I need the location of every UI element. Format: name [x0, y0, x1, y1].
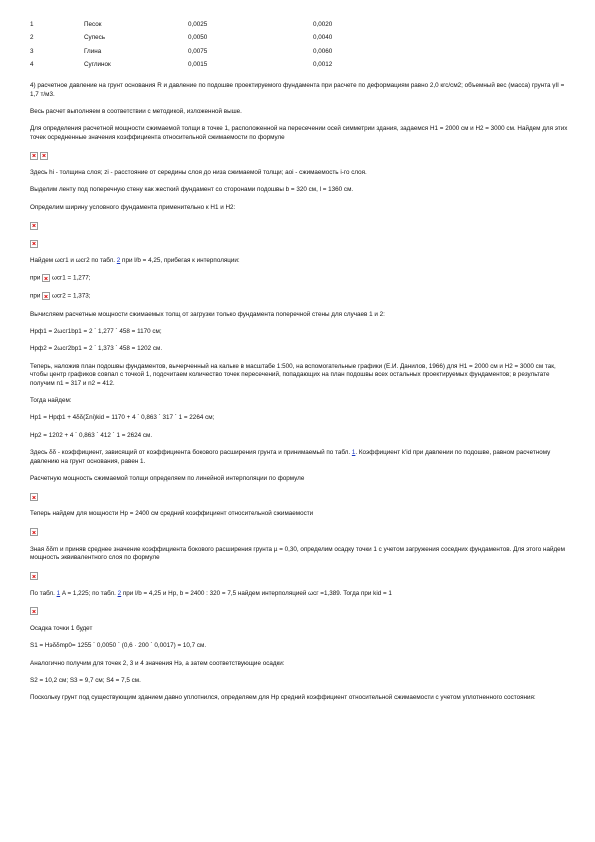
table-row: [30, 45, 373, 59]
paragraph: Hр1 = Hрф1 + 4δδ(Σni)kid = 1170 + 4 ´ 0,863 ´ 317 ´ 1 = 2264 см;: [30, 414, 215, 422]
table-cell: 3: [30, 47, 34, 55]
formula-image-row: [30, 528, 570, 537]
paragraph: Hр2 = 1202 + 4 ´ 0,863 ´ 412 ´ 1 = 2624 см.: [30, 431, 153, 439]
paragraph: Аналогично получим для точек 2, 3 и 4 значения Hэ, а затем соответствующие осадки:: [30, 659, 285, 667]
table-row: [30, 59, 373, 73]
broken-image-icon: [42, 274, 50, 282]
text-run: A = 1,225; по табл.: [60, 589, 118, 597]
paragraph: Поскольку грунт под существующим зданием давно уплотнился, определяем для Hр средний коэффициент относительной сжимаемости с учетом уплотненного состояния:: [30, 694, 536, 702]
table-cell: Песок: [84, 20, 102, 28]
table-row: [30, 18, 373, 32]
broken-image-icon: [30, 528, 38, 536]
table-cell: 0,0040: [313, 34, 333, 41]
text-run: ωсг1 = 1,277;: [51, 275, 91, 283]
table-cell: 1: [30, 20, 34, 28]
text-run: По табл.: [30, 589, 57, 597]
table-cell: Глина: [84, 47, 102, 55]
table-row: [30, 32, 373, 46]
paragraph: [30, 292, 570, 301]
paragraph: [30, 274, 570, 283]
paragraph: Расчетную мощность сжимаемой толщи определяем по линейной интерполяции по формуле: [30, 475, 305, 483]
text-run: Здесь δδ - коэффициент, зависящий от коэффициента бокового расширения грунта и принимаемый по табл.: [30, 449, 352, 457]
text-run: при: [30, 275, 41, 283]
table-2-link[interactable]: 2: [117, 589, 122, 597]
text-run: при l/b = 4,25 и Hр, b = 2400 : 320 = 7,5 найдем интерполяцией ωсг =1,389. Тогда при kid = 1: [121, 589, 392, 597]
table-cell: 0,0020: [313, 20, 333, 28]
text-run: при: [30, 293, 41, 301]
table-cell: Суглинок: [84, 61, 111, 68]
text-run: Найдем ωсг1 и ωсг2 по табл.: [30, 257, 117, 265]
paragraph: Теперь, наложив план подошвы фундаментов, вычерченный на кальке в масштабе 1:500, на вспомогательные графики (Е.И. Данилов, 1966) для H1 = 2000 см и H2 = 3000 см так, чтобы центр графиков совпал с точкой 1, подсчитаем количество точек пересечений, попадающих на план подошвы всех остальных проектируемых фундаментов; в результате получим n1 = 317 и n2 = 412.: [30, 362, 556, 387]
document-body: [30, 82, 570, 712]
paragraph: Здесь hi - толщина слоя; zi - расстояние от середины слоя до низа сжимаемой толщи; aoi - сжимаемость i-го слоя.: [30, 169, 367, 177]
formula-image-row: [30, 151, 570, 160]
formula-image-row: [30, 239, 570, 248]
paragraph: Тогда найдем:: [30, 397, 72, 405]
table-cell: 0,0050: [188, 34, 208, 41]
broken-image-icon: [30, 240, 38, 248]
table-cell: 0,0015: [188, 61, 208, 68]
table-cell: 0,0060: [313, 47, 333, 55]
broken-image-icon: [40, 152, 48, 160]
paragraph: [30, 449, 570, 466]
formula-image-row: [30, 493, 570, 502]
paragraph: Весь расчет выполняем в соответствии с методикой, изложенной выше.: [30, 107, 242, 115]
broken-image-icon: [30, 572, 38, 580]
paragraph: Вычисляем расчетные мощности сжимаемых толщ от загрузки только фундамента поперечной стены для случаев 1 и 2:: [30, 310, 385, 318]
table-cell: Супесь: [84, 34, 106, 41]
table-cell: 0,0025: [188, 20, 208, 28]
formula-image-row: [30, 572, 570, 581]
text-run: ωсг2 = 1,373;: [51, 293, 91, 301]
paragraph: [30, 257, 570, 266]
paragraph: Теперь найдем для мощности Hр = 2400 см средний коэффициент относительной сжимаемости: [30, 510, 314, 518]
paragraph: 4) расчетное давление на грунт основания R и давление по подошве проектируемого фундамента при расчете по деформациям равно 2,0 кгс/см2; объемный вес (масса) грунта γII = 1,7 т/м3.: [30, 82, 565, 98]
text-run: . Коэффициент k'id при давлении по подошве, равном расчетному давлению на грунт основания, равен 1.: [30, 449, 551, 465]
paragraph: [30, 590, 570, 599]
text-run: при l/b = 4,25, прибегая к интерполяции:: [120, 257, 240, 265]
formula-image-row: [30, 221, 570, 230]
table-cell: 0,0012: [313, 61, 333, 68]
paragraph: Осадка точки 1 будет: [30, 624, 93, 632]
table-cell: 4: [30, 61, 34, 68]
paragraph: Определим ширину условного фундамента применительно к H1 и H2:: [30, 203, 236, 211]
paragraph: Hрф2 = 2ωсг2bp1 = 2 ´ 1,373 ´ 458 = 1202 см.: [30, 345, 163, 353]
table-2-link[interactable]: 2: [116, 257, 121, 265]
table-1-link[interactable]: 1: [351, 449, 356, 457]
broken-image-icon: [30, 607, 38, 615]
soil-table: [30, 18, 373, 72]
broken-image-icon: [30, 152, 38, 160]
broken-image-icon: [30, 493, 38, 501]
formula-image-row: [30, 607, 570, 616]
table-cell: 2: [30, 34, 34, 41]
paragraph: S1 = Hэδδmp0= 1255 ´ 0,0050 ´ (0,6 · 200 ´ 0,0017) = 10,7 см.: [30, 642, 207, 650]
table-1-link[interactable]: 1: [56, 589, 61, 597]
table-cell: 0,0075: [188, 47, 208, 55]
broken-image-icon: [30, 222, 38, 230]
paragraph: Выделим ленту под поперечную стену как жесткий фундамент со сторонами подошвы b = 320 см, l = 1360 см.: [30, 186, 354, 194]
paragraph: Зная δδm и приняв среднее значение коэффициента бокового расширения грунта µ = 0,30, определим осадку точки 1 с учетом загружения соседних фундаментов. Для этого найдем мощность эквивалентного слоя по формуле: [30, 545, 565, 562]
paragraph: Для определения расчетной мощности сжимаемой толщи в точке 1, расположенной на пересечении осей симметрии здания, задаемся H1 = 2000 см и H2 = 3000 см. Найдем для этих точек осредненные значения коэффициента относительной сжимаемости по формуле: [30, 125, 568, 141]
broken-image-icon: [42, 292, 50, 300]
paragraph: Hрф1 = 2ωсг1bp1 = 2 ´ 1,277 ´ 458 = 1170 см;: [30, 327, 162, 335]
paragraph: S2 = 10,2 см; S3 = 9,7 см; S4 = 7,5 см.: [30, 676, 141, 684]
